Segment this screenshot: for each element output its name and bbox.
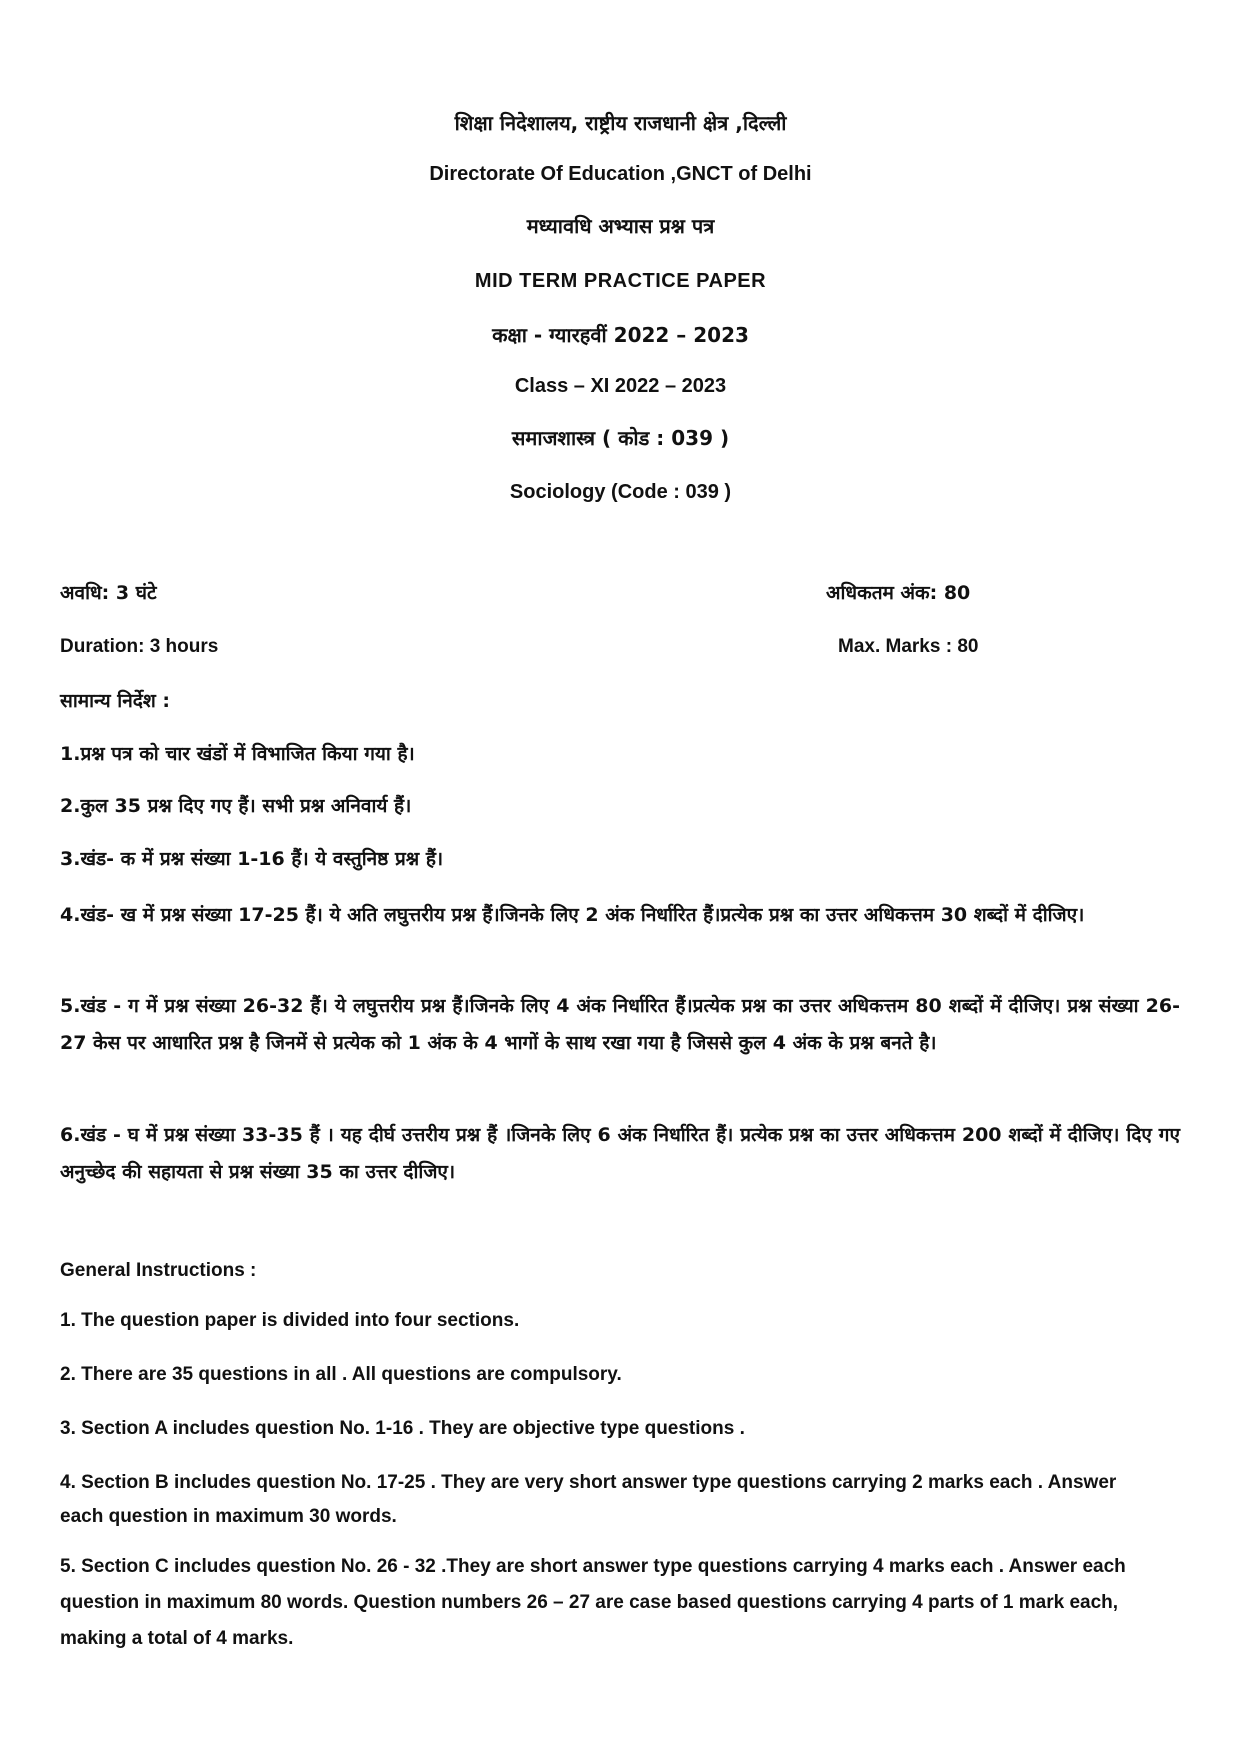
hindi-duration: अवधि: 3 घंटे bbox=[60, 582, 157, 604]
english-instruction-item: 1. The question paper is divided into four sections. bbox=[60, 1310, 520, 1331]
hindi-instruction-item: 3.खंड- क में प्रश्न संख्या 1-16 हैं। ये वस्तुनिष्ठ प्रश्न हैं। bbox=[60, 848, 444, 870]
english-duration: Duration: 3 hours bbox=[60, 636, 219, 657]
english-subject-label: Sociology (Code : 039 ) bbox=[509, 481, 732, 503]
english-directorate-heading: Directorate Of Education ,GNCT of Delhi bbox=[429, 163, 812, 185]
hindi-instruction-item: 4.खंड- ख में प्रश्न संख्या 17-25 हैं। ये अति लघुत्तरीय प्रश्न हैं।जिनके लिए 2 अंक निर्धारित हैं।प्रत्येक प्रश्न का उत्तर अधिकत्तम 30 शब्दों में दीजिए। bbox=[60, 904, 1085, 926]
english-class-label: Class – XI 2022 – 2023 bbox=[514, 375, 727, 397]
hindi-instruction-item: 2.कुल 35 प्रश्न दिए गए हैं। सभी प्रश्न अनिवार्य हैं। bbox=[60, 795, 412, 817]
english-instruction-item: 4. Section B includes question No. 17-25 . They are very short answer type questions carrying 2 marks each . Answer each question in maximum 30 words. bbox=[60, 1472, 1117, 1527]
hindi-paper-title: मध्यावधि अभ्यास प्रश्न पत्र bbox=[526, 214, 715, 238]
hindi-instructions-heading: सामान्य निर्देश : bbox=[60, 690, 170, 712]
hindi-instruction-item: 5.खंड - ग में प्रश्न संख्या 26-32 हैं। ये लघुत्तरीय प्रश्न हैं।जिनके लिए 4 अंक निर्धारित हैं।प्रत्येक प्रश्न का उत्तर अधिकत्तम 80 शब्दों में दीजिए। प्रश्न संख्या 26-27 केस पर आधारित प्रश्न है जिनमें से प्रत्येक को 1 अंक के 4 भागों के साथ रखा गया है जिससे कुल 4 अंक के प्रश्न बनते है। bbox=[60, 995, 1180, 1054]
hindi-instruction-item: 6.खंड - घ में प्रश्न संख्या 33-35 हैं । यह दीर्घ उत्तरीय प्रश्न हैं ।जिनके लिए 6 अंक निर्धारित हैं। प्रत्येक प्रश्न का उत्तर अधिकत्तम 200 शब्दों में दीजिए। दिए गए अनुच्छेद की सहायता से प्रश्न संख्या 35 का उत्तर दीजिए। bbox=[60, 1124, 1180, 1183]
hindi-instruction-item: 1.प्रश्न पत्र को चार खंडों में विभाजित किया गया है। bbox=[60, 743, 415, 765]
english-instruction-item: 3. Section A includes question No. 1-16 . They are objective type questions . bbox=[60, 1418, 745, 1439]
english-instruction-item: 2. There are 35 questions in all . All questions are compulsory. bbox=[60, 1364, 622, 1385]
hindi-subject-label: समाजशास्त्र ( कोड : 039 ) bbox=[511, 426, 730, 450]
english-paper-title: MID TERM PRACTICE PAPER bbox=[474, 270, 767, 292]
hindi-max-marks: अधिकतम अंक: 80 bbox=[826, 582, 971, 604]
hindi-directorate-heading: शिक्षा निदेशालय, राष्ट्रीय राजधानी क्षेत्र ,दिल्ली bbox=[454, 111, 787, 135]
hindi-class-label: कक्षा - ग्यारहवीं 2022 – 2023 bbox=[492, 323, 749, 347]
english-max-marks: Max. Marks : 80 bbox=[838, 636, 979, 657]
english-instruction-item: 5. Section C includes question No. 26 - 32 .They are short answer type questions carrying 4 marks each . Answer each question in maximum 80 words. Question numbers 26 – 27 are case based questions carrying 4 parts of 1 mark each, making a total of 4 marks. bbox=[60, 1556, 1126, 1649]
english-instructions-heading: General Instructions : bbox=[60, 1260, 257, 1281]
